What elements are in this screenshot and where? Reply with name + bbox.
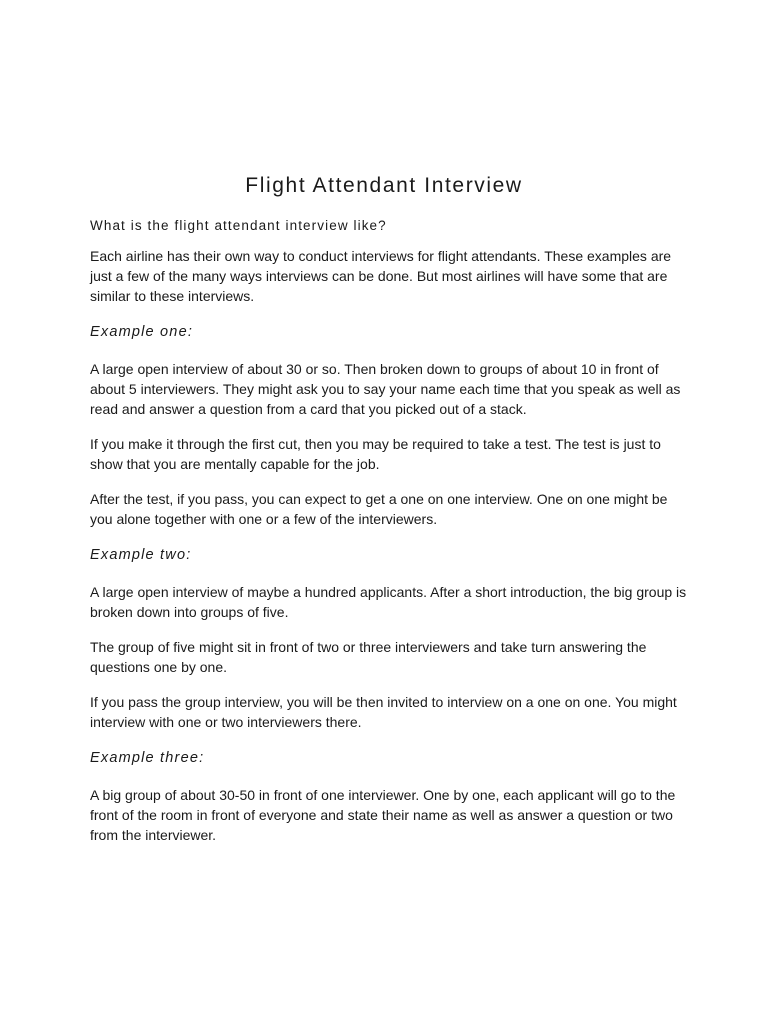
example-heading: Example two: — [90, 547, 192, 563]
example-paragraph: The group of five might sit in front of two or three interviewers and take turn answering the questions one by one. — [90, 639, 647, 675]
example-paragraph: If you pass the group interview, you will be then invited to interview on a one on one. You might interview with one or two interviewers there. — [90, 694, 677, 730]
intro-paragraph: Each airline has their own way to conduct interviews for flight attendants. These examples are just a few of the many ways interviews can be done. But most airlines will have some that are similar to these interviews. — [90, 248, 672, 304]
example-paragraph: A large open interview of maybe a hundred applicants. After a short introduction, the big group is broken down into groups of five. — [90, 584, 687, 620]
example-paragraph: If you make it through the first cut, then you may be required to take a test. The test is just to show that you are mentally capable for the job. — [90, 436, 661, 472]
example-section-two — [90, 544, 690, 732]
example-section-one — [90, 321, 690, 529]
example-section-three — [90, 747, 690, 845]
example-paragraph: A large open interview of about 30 or so. Then broken down to groups of about 10 in front of about 5 interviewers. They might ask you to say your name each time that you speak as well as read and answer a question from a card that you picked out of a stack. — [90, 361, 681, 417]
document-body — [90, 216, 690, 860]
page-subtitle: What is the flight attendant interview like? — [90, 218, 387, 233]
example-paragraph: After the test, if you pass, you can expect to get a one on one interview. One on one might be you alone together with one or a few of the interviewers. — [90, 491, 668, 527]
example-heading: Example three: — [90, 750, 205, 766]
example-heading: Example one: — [90, 324, 194, 340]
example-paragraph: A big group of about 30-50 in front of one interviewer. One by one, each applicant will go to the front of the room in front of everyone and state their name as well as answer a question or two from the interviewer. — [90, 787, 676, 843]
page-title: Flight Attendant Interview — [245, 174, 523, 197]
